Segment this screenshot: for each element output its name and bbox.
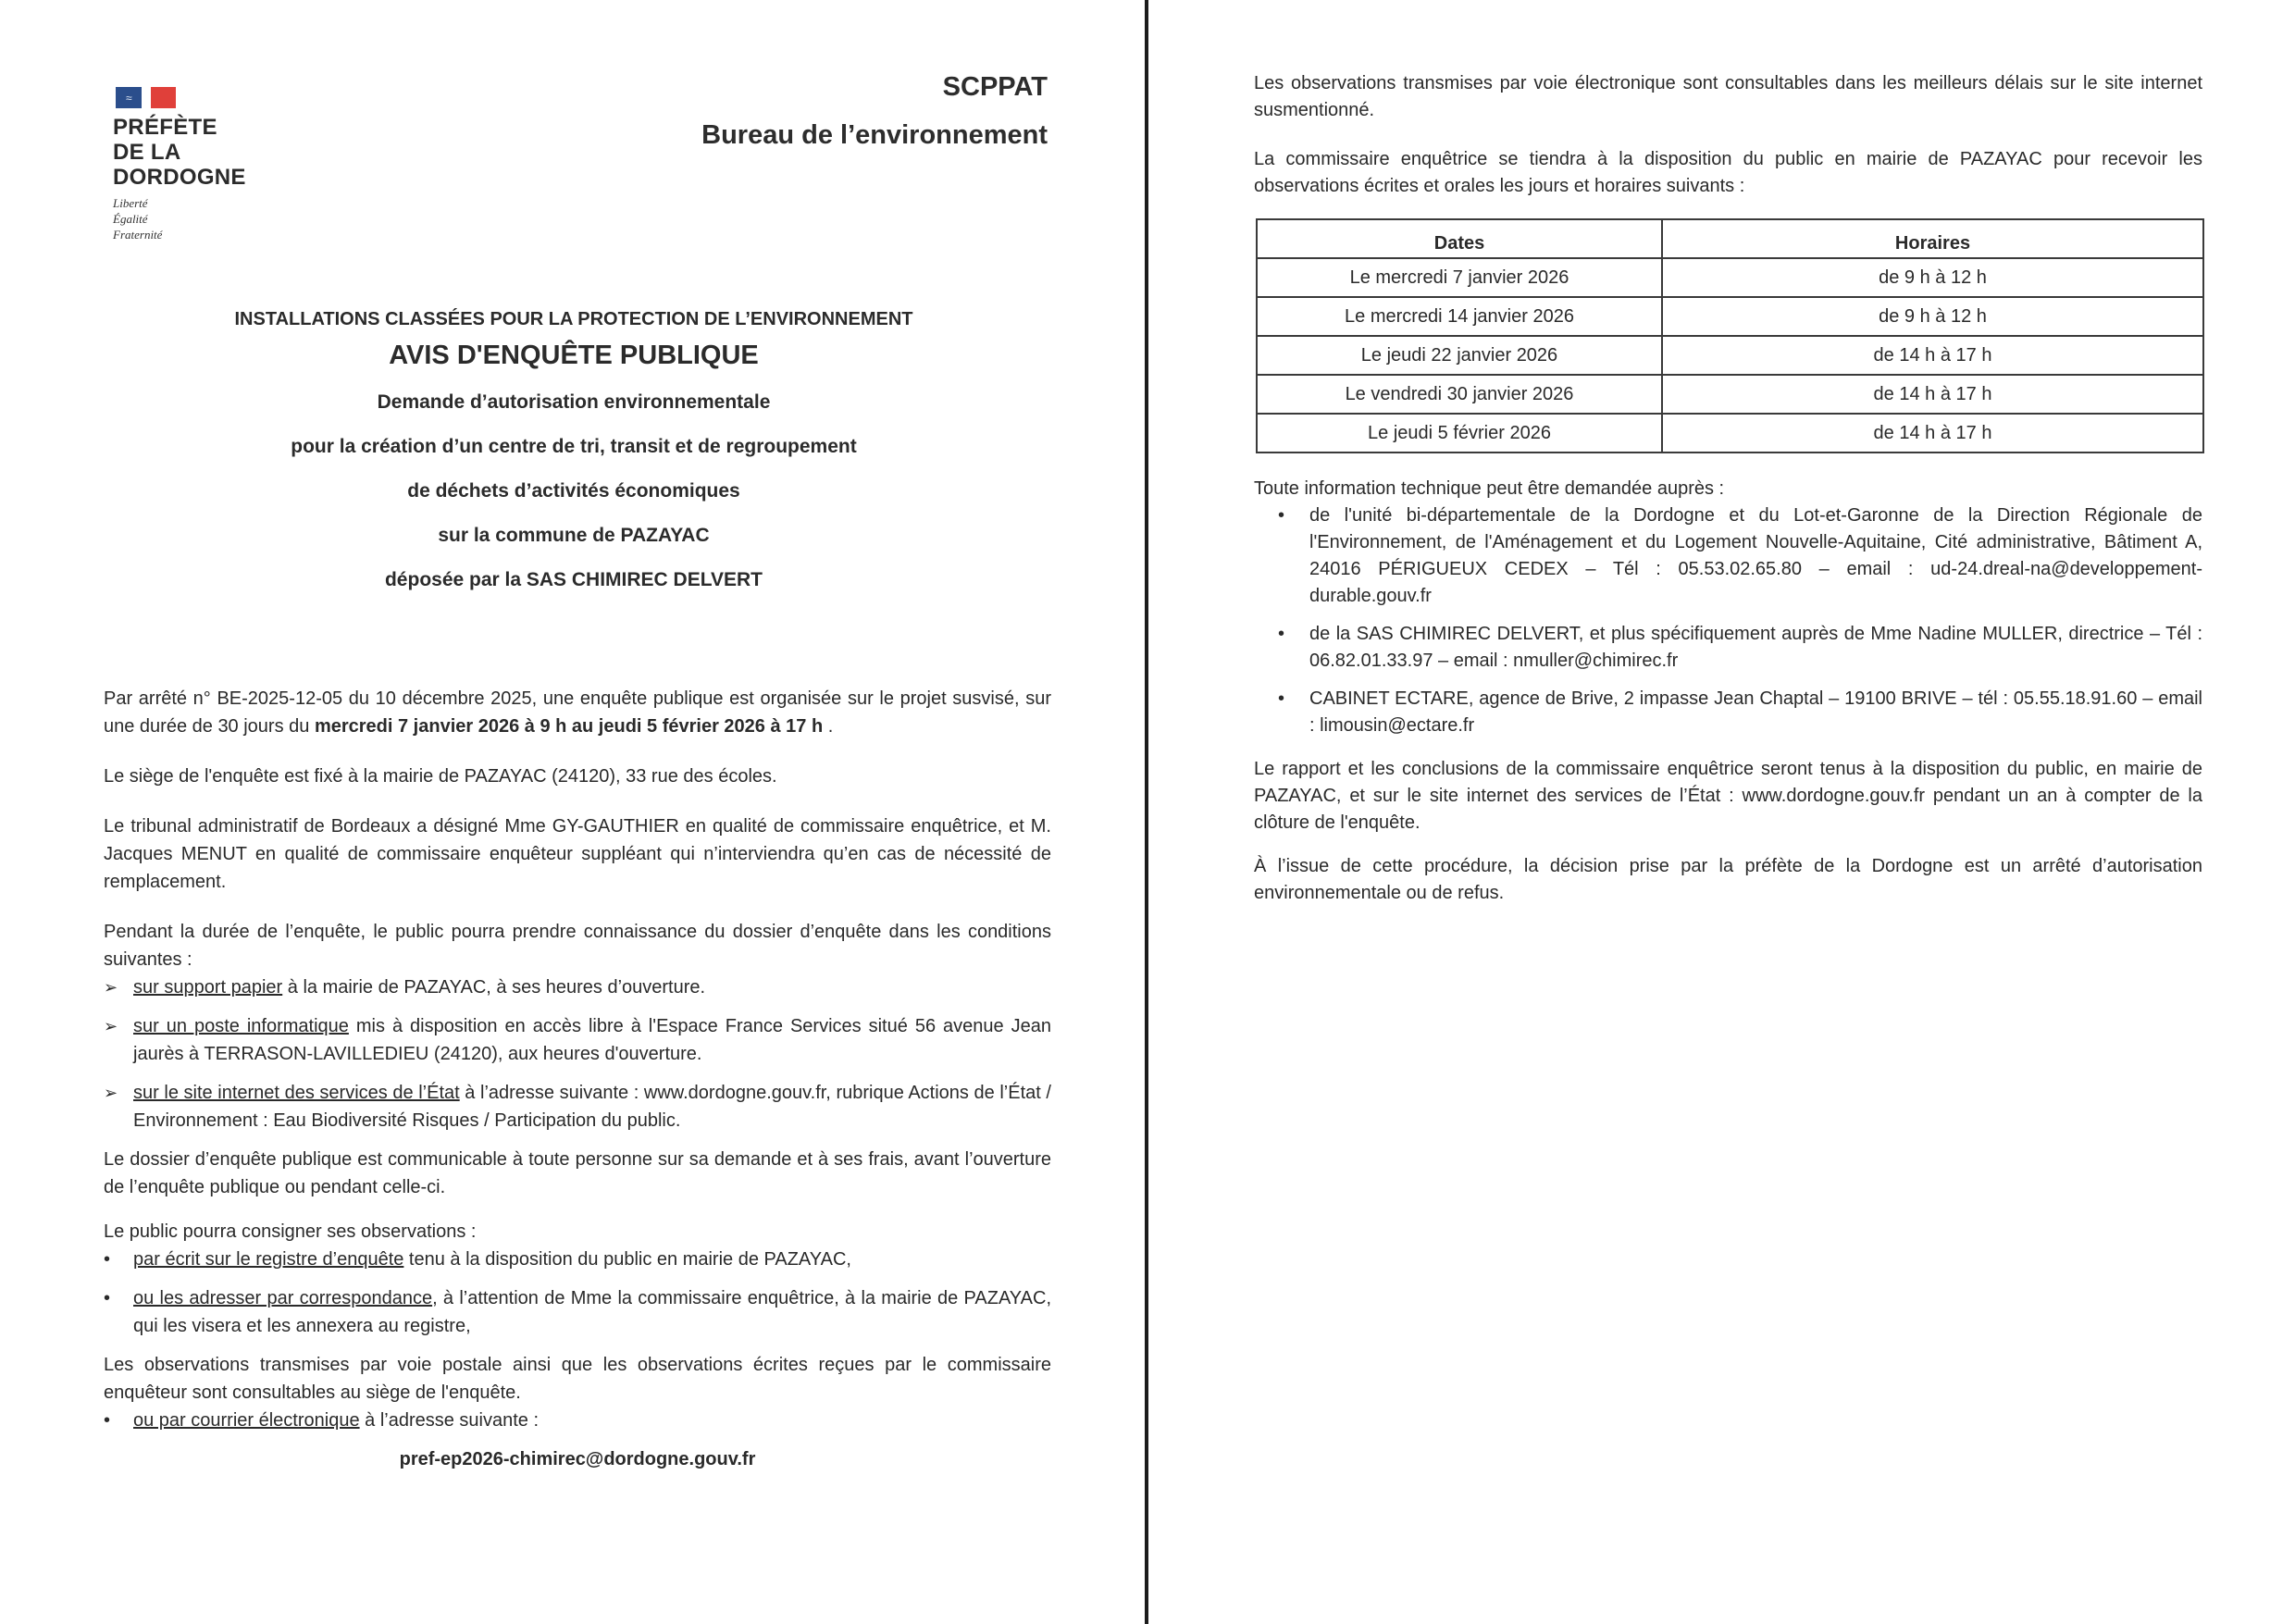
item-label: ou les adresser par correspondance [133,1288,433,1308]
issuing-service [701,68,1048,154]
page-left [0,0,1145,1624]
notice-titles [102,305,1046,594]
date-cell: Le jeudi 22 janvier 2026 [1257,336,1662,375]
marianne-flag-icon: ≈ [113,85,176,109]
item-label: sur support papier [133,977,283,998]
list-item [104,1246,1051,1273]
electronic-observations-paragraph: Les observations transmises par voie électronique sont consultables dans les meilleurs délais sur le site internet susmentionné. [1254,73,2202,120]
item-text: , à l’attention de Mme la commissaire enquêtrice, à la mairie de PAZAYAC, qui les visera et les annexera au registre, [133,1288,1051,1336]
item-text: mis à disposition en accès libre à l'Espace France Services situé 56 avenue Jean jaurès à TERRASON-LAVILLEDIEU (24120), aux heures d'ouverture. [133,1016,1051,1064]
item-label: sur le site internet des services de l’État [133,1083,460,1103]
table-row [1257,414,2203,452]
category-heading: INSTALLATIONS CLASSÉES POUR LA PROTECTION DE L’ENVIRONNEMENT [234,309,913,329]
hours-cell: de 9 h à 12 h [1662,258,2203,297]
prefecture-line: DE LA [113,140,181,165]
bullet-icon: • [1278,688,1285,709]
contact-item [1254,621,2202,675]
date-cell: Le jeudi 5 février 2026 [1257,414,1662,452]
prefecture-name [113,115,246,190]
decree-paragraph [104,685,1051,740]
dossier-paragraph: Le dossier d’enquête publique est communicable à toute personne sur sa demande et à ses frais, avant l’ouverture de l’enquête publique ou pendant celle-ci. [104,1149,1051,1197]
date-cell: Le vendredi 30 janvier 2026 [1257,375,1662,414]
contact-text: de l'unité bi-départementale de la Dordogne et du Lot-et-Garonne de la Direction Régionale de l'Environnement, de l'Aménagement et du Logement Nouvelle-Aquitaine, Cité administrative, Bâtiment A, 24016 PÉRIGUEUX CEDEX – Tél : 05.53.02.65.80 – email : ud-24.dreal-na@developpement-durable.gouv.fr [1309,505,2202,606]
contact-item [1254,502,2202,610]
decision-paragraph: À l’issue de cette procédure, la décision prise par la préfète de la Dordogne est un arrêté d’autorisation environnementale ou de refus. [1254,856,2202,903]
table-header-row [1257,219,2203,258]
table-row [1257,375,2203,414]
arrow-bullet-icon: ➢ [104,978,118,997]
commissioner-paragraph: Le tribunal administratif de Bordeaux a désigné Mme GY-GAUTHIER en qualité de commissaire enquêtrice, et M. Jacques MENUT en qualité de commissaire enquêteur suppléant qui n’interviendra qu’en cas de nécessité de remplacement. [104,816,1051,892]
decree-end: . [823,716,834,737]
list-item [104,1407,1051,1434]
item-text: à la mairie de PAZAYAC, à ses heures d’ouverture. [282,977,706,998]
right-body [1254,70,2202,907]
motto-line: Égalité [113,212,148,226]
bullet-icon: • [1278,624,1285,644]
list-item [104,1012,1051,1068]
date-cell: Le mercredi 14 janvier 2026 [1257,297,1662,336]
consultation-list [104,973,1051,1134]
contact-item [1254,686,2202,739]
page-title: AVIS D'ENQUÊTE PUBLIQUE [389,341,759,370]
subtitle-line: pour la création d’un centre de tri, transit et de regroupement [291,436,857,457]
inquiry-email[interactable]: pref-ep2026-chimirec@dordogne.gouv.fr [399,1449,756,1469]
list-item [104,1079,1051,1134]
list-item [104,973,1051,1001]
email-list [104,1407,1051,1434]
hours-cell: de 14 h à 17 h [1662,375,2203,414]
arrow-bullet-icon: ➢ [104,1084,118,1102]
contact-text: de la SAS CHIMIREC DELVERT, et plus spécifiquement auprès de Mme Nadine MULLER, directrice – Tél : 06.82.01.33.97 – email : nmuller@chimirec.fr [1309,624,2202,671]
consultation-intro: Pendant la durée de l’enquête, le public pourra prendre connaissance du dossier d’enquête dans les conditions suivantes : [104,922,1051,970]
inquiry-period: mercredi 7 janvier 2026 à 9 h au jeudi 5 février 2026 à 17 h [314,716,824,737]
report-paragraph: Le rapport et les conclusions de la commissaire enquêtrice seront tenus à la disposition du public, en mairie de PAZAYAC, et sur le site internet des services de l’État : www.dordogne.gouv.fr pendant un an à compter de la clôture de l'enquête. [1254,759,2202,833]
bureau-name: Bureau de l’environnement [701,120,1048,150]
seat-paragraph: Le siège de l'enquête est fixé à la mairie de PAZAYAC (24120), 33 rue des écoles. [104,766,777,787]
schedule-table [1256,218,2204,453]
subtitle: Demande d’autorisation environnementale [377,391,771,413]
hours-cell: de 14 h à 17 h [1662,414,2203,452]
prefecture-line: PRÉFÈTE [113,115,217,140]
subtitle-line: de déchets d’activités économiques [407,480,740,502]
arrow-bullet-icon: ➢ [104,1017,118,1035]
date-cell: Le mercredi 7 janvier 2026 [1257,258,1662,297]
left-body [104,685,1051,1473]
bullet-icon: • [1278,505,1285,526]
hours-cell: de 9 h à 12 h [1662,297,2203,336]
postal-observations-paragraph: Les observations transmises par voie postale ainsi que les observations écrites reçues par le commissaire enquêteur sont consultables au siège de l'enquête. [104,1355,1051,1403]
contacts-list [1254,502,2202,739]
motto-line: Liberté [113,196,148,210]
bullet-icon: • [104,1410,111,1431]
bullet-icon: • [104,1249,111,1270]
hours-cell: de 14 h à 17 h [1662,336,2203,375]
republic-motto [113,195,246,242]
item-label: ou par courrier électronique [133,1410,360,1431]
table-row [1257,336,2203,375]
item-text: à l’adresse suivante : www.dordogne.gouv.fr, rubrique Actions de l’État / Environnement : Eau Biodiversité Risques / Participation du public. [133,1083,1051,1131]
prefecture-line: DORDOGNE [113,165,246,190]
observations-list [104,1246,1051,1340]
technical-info-intro: Toute information technique peut être demandée auprès : [1254,478,1725,499]
service-name: SCPPAT [942,72,1048,102]
column-header-dates: Dates [1257,219,1662,258]
item-text: tenu à la disposition du public en mairie de PAZAYAC, [403,1249,851,1270]
item-text: à l’adresse suivante : [359,1410,540,1431]
observations-intro: Le public pourra consigner ses observations : [104,1221,477,1242]
subtitle-line: déposée par la SAS CHIMIREC DELVERT [384,569,763,590]
motto-line: Fraternité [113,228,163,242]
item-label: sur un poste informatique [133,1016,349,1036]
column-header-hours: Horaires [1662,219,2203,258]
decree-text: Par arrêté n° BE-2025-12-05 du 10 décembre 2025, une enquête publique est organisée sur le projet susvisé, sur une durée de 30 jours du [104,688,1051,737]
table-row [1257,297,2203,336]
prefecture-logo [113,85,246,242]
item-label: par écrit sur le registre d’enquête [133,1249,404,1270]
bullet-icon: • [104,1288,111,1308]
list-item [104,1284,1051,1340]
commissioner-availability-paragraph: La commissaire enquêtrice se tiendra à la disposition du public en mairie de PAZAYAC pour recevoir les observations écrites et orales les jours et horaires suivants : [1254,149,2202,196]
subtitle-line: sur la commune de PAZAYAC [438,525,710,546]
table-row [1257,258,2203,297]
contact-text: CABINET ECTARE, agence de Brive, 2 impasse Jean Chaptal – 19100 BRIVE – tél : 05.55.18.91.60 – email : limousin@ectare.fr [1309,688,2202,736]
